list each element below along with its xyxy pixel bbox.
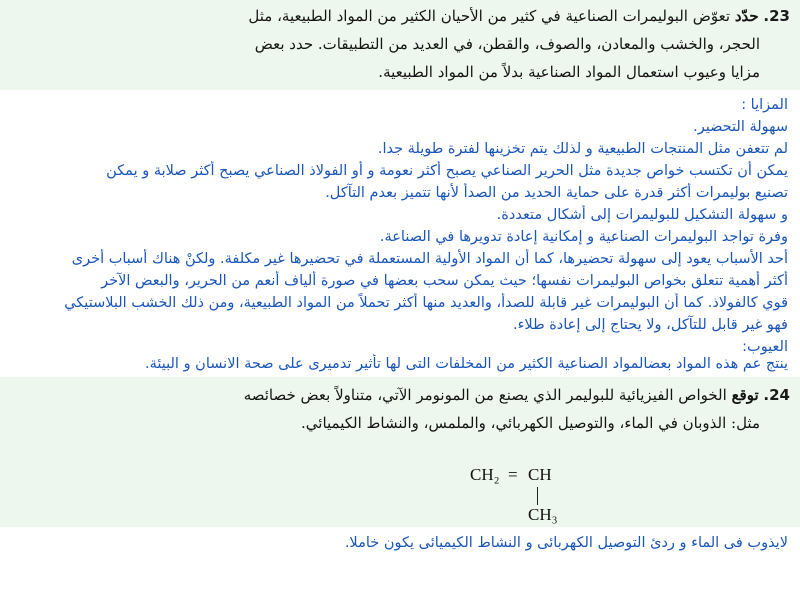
question-23-line-2: الحجر، والخشب والمعادن، والصوف، والقطن، في العديد من التطبيقات. حدد بعض xyxy=(254,35,760,53)
answer-line: ينتج عم هذه المواد بعضالمواد الصناعية الكثير من المخلفات التى لها تأثير تدميرى على صحة الانسان و البيئة. xyxy=(145,356,788,372)
answer-line: أحد الأسباب يعود إلى سهولة تحضيرها، كما أن المواد الأولية المستعملة في تحضيرها غير مكلفة. ولكنْ هناك أسباب أخرى xyxy=(71,251,788,267)
answer-line: سهولة التحضير. xyxy=(693,119,788,135)
answer-line: يمكن أن تكتسب خواص جديدة مثل الحرير الصناعي يصبح أكثر نعومة و أو الفولاذ الصناعي يصبح أكثر صلابة و يمكن xyxy=(106,163,788,179)
question-24-line-1 xyxy=(16,385,790,405)
question-verb: توقع xyxy=(731,386,759,404)
formula-ch2: CH₂ xyxy=(470,465,500,484)
answer-line: فهو غير قابل للتآكل، ولا يحتاج إلى إعادة طلاء. xyxy=(512,317,788,333)
question-24-line-2: مثل: الذوبان في الماء، والتوصيل الكهربائي، والملمس، والنشاط الكيميائي. xyxy=(301,414,760,432)
answer-line: المزايا : xyxy=(741,97,788,113)
formula-double-bond: = xyxy=(508,465,518,484)
question-24 xyxy=(0,377,800,527)
answer-line: أكثر أهمية تتعلق بخواص البوليمرات نفسها؛ حيث يمكن سحب بعضها في صورة ألياف أنعم من الحرير، والبعض الآخر xyxy=(101,273,788,289)
answer-line: تصنيع بوليمرات أكثر قدرة على حماية الحديد من الصدأ لأنها تتميز بعدم التآكل. xyxy=(325,185,788,201)
answer-line: وفرة تواجد البوليمرات الصناعية و إمكانية إعادة تدويرها في الصناعة. xyxy=(379,229,788,245)
answer-line: لم تتعفن مثل المنتجات الطبيعية و لذلك يتم تخزينها لفترة طويلة جدا. xyxy=(377,141,788,157)
question-23 xyxy=(0,0,800,90)
answer-line: قوي كالفولاذ. كما أن البوليمرات غير قابلة للصدأ، والعديد منها أكثر تحملاً من المواد الطبيعية، ومن ذلك الخشب البلاستيكي xyxy=(64,295,788,311)
answer-line: العيوب: xyxy=(742,339,788,355)
question-23-line-3: مزايا وعيوب استعمال المواد الصناعية بدلاً من المواد الطبيعية. xyxy=(378,63,760,81)
formula-ch: CH xyxy=(528,465,552,484)
question-verb: حدّد xyxy=(734,7,759,25)
answer-24: لايذوب فى الماء و ردئ التوصيل الكهربائى و النشاط الكيميائى يكون خاملا. xyxy=(344,535,788,551)
answer-line: و سهولة التشكيل للبوليمرات إلى أشكال متعددة. xyxy=(496,207,788,223)
question-number: 23. xyxy=(763,7,790,25)
formula-single-bond xyxy=(537,487,538,505)
question-text: تعوّض البوليمرات الصناعية في كثير من الأحيان الكثير من المواد الطبيعية، مثل xyxy=(248,7,735,25)
question-23-line-1 xyxy=(16,6,790,26)
formula-ch3: CH₃ xyxy=(528,505,558,524)
question-number: 24. xyxy=(763,386,790,404)
question-text: الخواص الفيزيائية للبوليمر الذي يصنع من المونومر الآتي، متناولاً بعض خصائصه xyxy=(243,386,732,404)
